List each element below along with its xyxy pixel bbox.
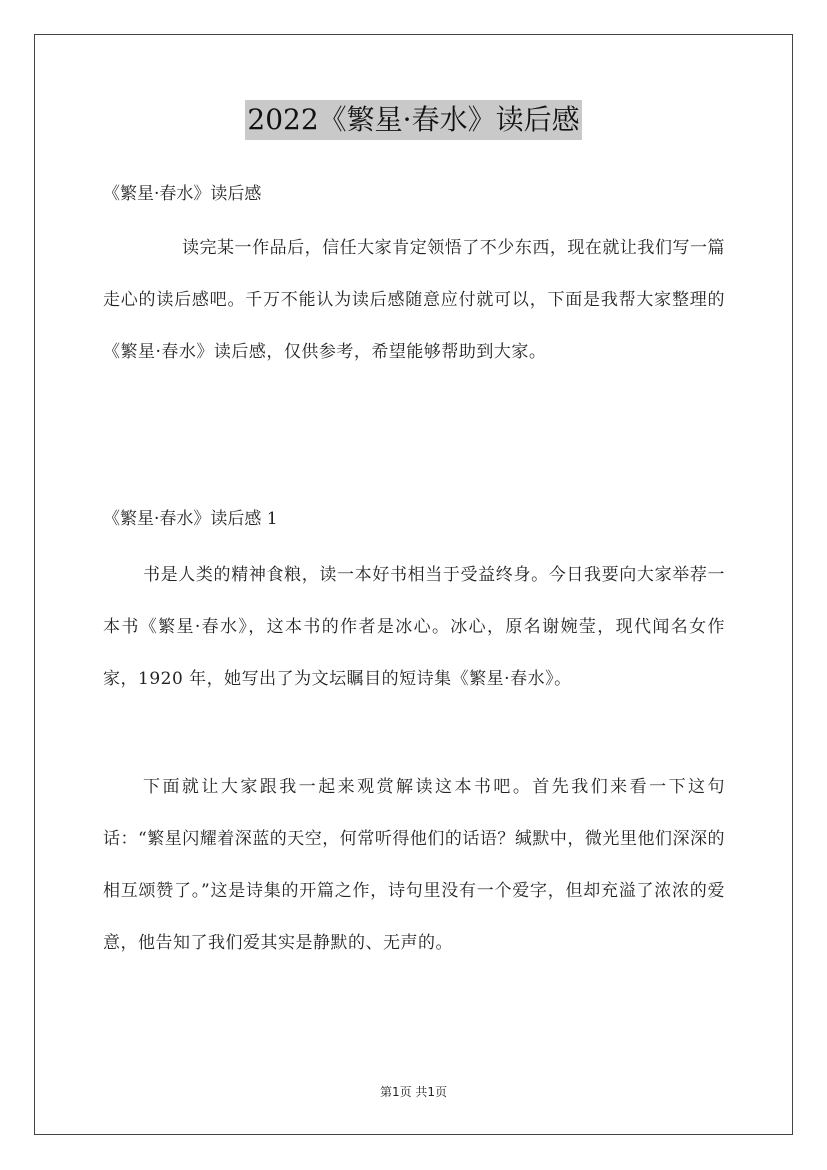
intro-paragraph: 读完某一作品后，信任大家肯定领悟了不少东西，现在就让我们写一篇走心的读后感吧。千万不能认为读后感随意应付就可以，下面是我帮大家整理的《繁星·春水》读后感，仅供参考，希望能够帮助到大家。 [103, 238, 725, 362]
section-heading: 《繁星·春水》读后感 1 [103, 509, 278, 529]
body-paragraph-1: 书是人类的精神食粮，读一本好书相当于受益终身。今日我要向大家举荐一本书《繁星·春水》，这本书的作者是冰心。冰心，原名谢婉莹，现代闻名女作家，1920 年，她写出了为文坛瞩目的短诗集《繁星·春水》。 [103, 565, 725, 689]
document-subtitle: 《繁星·春水》读后感 [103, 184, 262, 204]
document-title: 2022《繁星·春水》读后感 [245, 100, 581, 140]
page-footer: 第1页 共1页 [379, 1085, 448, 1099]
body-paragraph-2: 下面就让大家跟我一起来观赏解读这本书吧。首先我们来看一下这句话：“繁星闪耀着深蓝的天空，何常听得他们的话语？缄默中，微光里他们深深的相互颂赞了。”这是诗集的开篇之作，诗句里没有一个爱字，但却充溢了浓浓的爱意，他告知了我们爱其实是静默的、无声的。 [103, 777, 725, 953]
title-container [0, 100, 827, 140]
